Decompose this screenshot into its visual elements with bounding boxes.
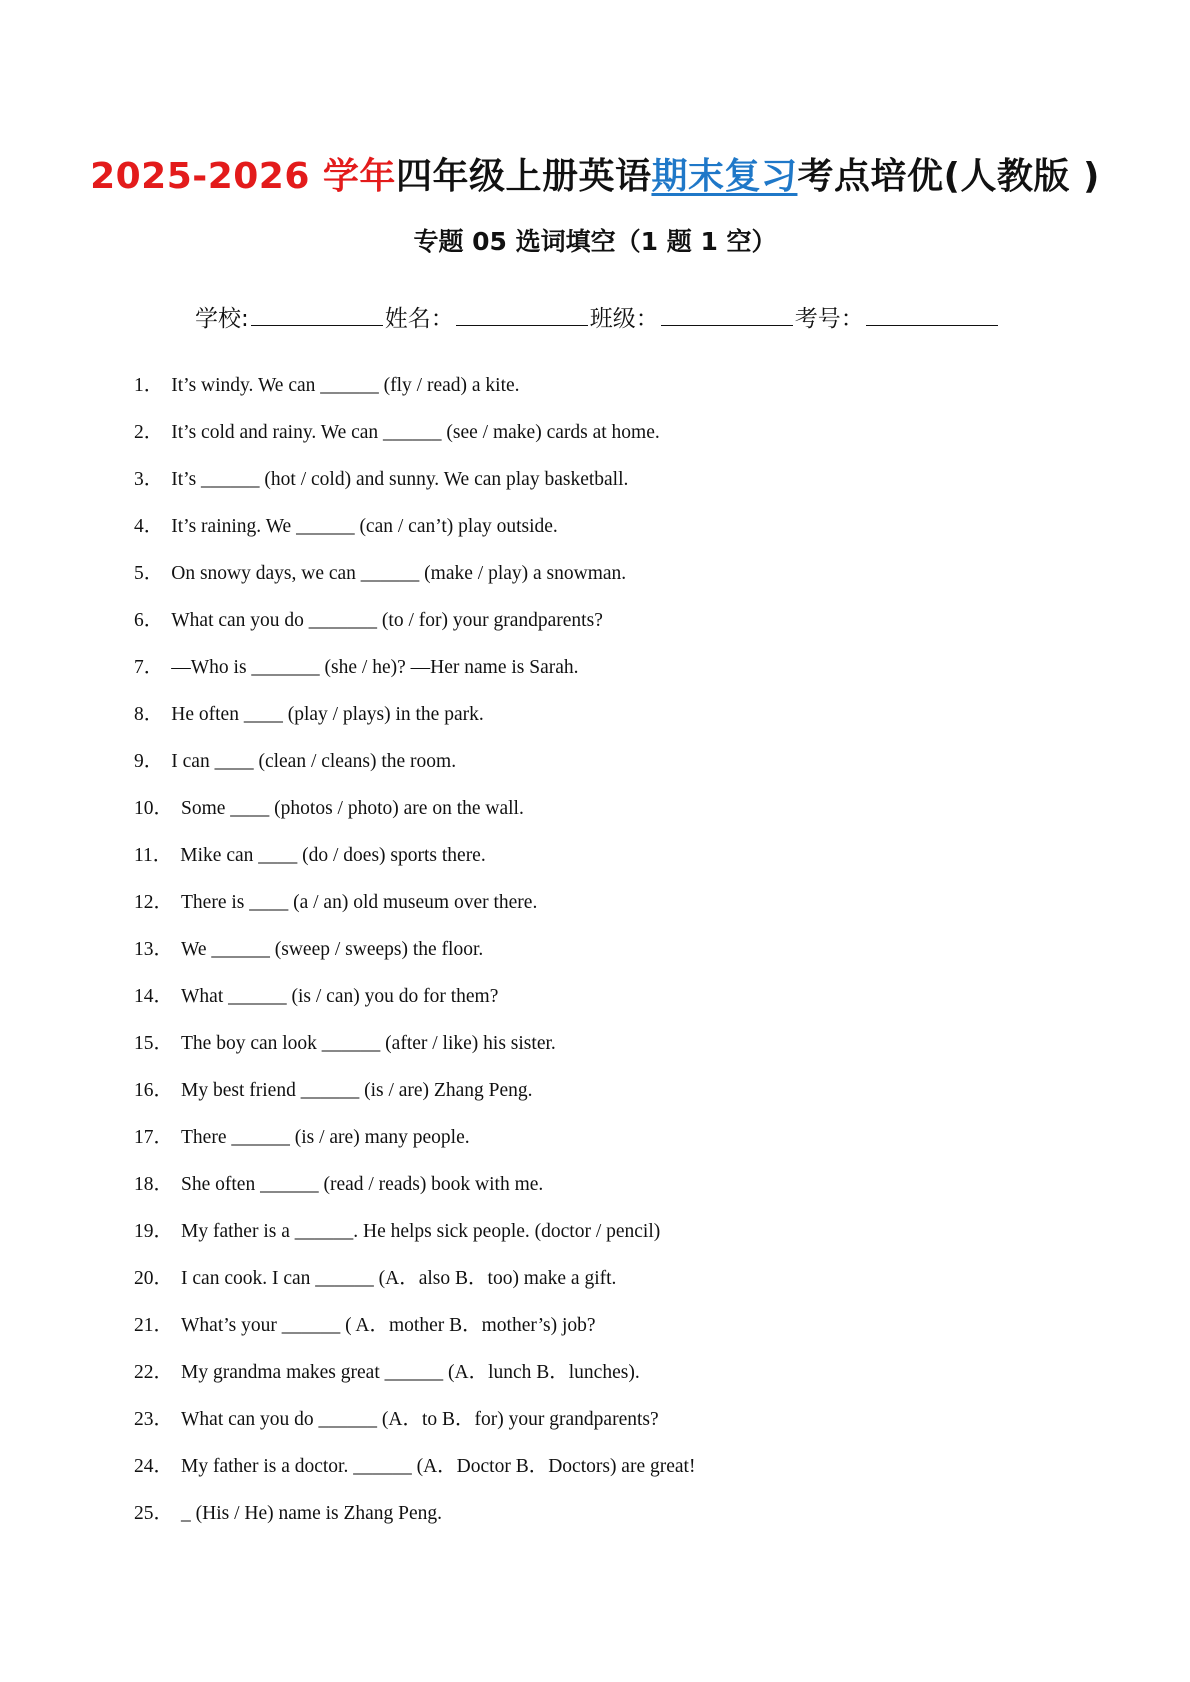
question-text: My best friend ______ (is / are) Zhang Peng. [181, 1080, 533, 1101]
question-number: 1． [134, 375, 164, 396]
question-item [134, 795, 1094, 842]
question-number: 11． [134, 845, 173, 866]
question-text: I can cook. I can ______ (A．also B．too) make a gift. [181, 1268, 617, 1289]
question-item [134, 1171, 1094, 1218]
question-item [134, 748, 1094, 795]
question-number: 8． [134, 704, 164, 725]
question-item [134, 983, 1094, 1030]
question-number: 13． [134, 939, 174, 960]
question-number: 15． [134, 1033, 174, 1054]
question-text: It’s cold and rainy. We can ______ (see / make) cards at home. [171, 422, 660, 443]
class-blank [661, 303, 793, 326]
question-text: What ______ (is / can) you do for them? [181, 986, 499, 1007]
question-text: She often ______ (read / reads) book with me. [181, 1174, 544, 1195]
question-text: It’s ______ (hot / cold) and sunny. We can play basketball. [171, 469, 629, 490]
question-text: Mike can ____ (do / does) sports there. [180, 845, 486, 866]
question-text: He often ____ (play / plays) in the park. [171, 704, 484, 725]
question-item [134, 1030, 1094, 1077]
class-label: 班级： [589, 306, 659, 332]
question-number: 12． [134, 892, 174, 913]
question-text: The boy can look ______ (after / like) his sister. [181, 1033, 556, 1054]
question-text: I can ____ (clean / cleans) the room. [171, 751, 457, 772]
question-item [134, 1218, 1094, 1265]
question-text: What can you do _______ (to / for) your grandparents? [171, 610, 603, 631]
school-blank [251, 303, 383, 326]
title-review: 期末复习 [651, 156, 798, 197]
question-item [134, 607, 1094, 654]
school-label: 学校: [195, 306, 249, 332]
page-subtitle: 专题 05 选词填空（1 题 1 空） [413, 227, 777, 256]
name-blank [456, 303, 588, 326]
question-number: 5． [134, 563, 164, 584]
question-item [134, 889, 1094, 936]
question-number: 21． [134, 1315, 174, 1336]
question-text: There ______ (is / are) many people. [181, 1127, 470, 1148]
question-item [134, 1359, 1094, 1406]
question-text: It’s windy. We can ______ (fly / read) a kite. [171, 375, 520, 396]
question-item [134, 466, 1094, 513]
question-text: My father is a doctor. ______ (A．Doctor B．Doctors) are great! [181, 1456, 696, 1477]
question-number: 3． [134, 469, 164, 490]
question-item [134, 936, 1094, 983]
exam-no-label: 考号： [794, 306, 864, 332]
question-item [134, 1406, 1094, 1453]
question-item [134, 701, 1094, 748]
question-text: Some ____ (photos / photo) are on the wall. [181, 798, 524, 819]
question-number: 16． [134, 1080, 174, 1101]
question-number: 4． [134, 516, 164, 537]
question-text: My father is a ______. He helps sick people. (doctor / pencil) [181, 1221, 661, 1242]
question-number: 2． [134, 422, 164, 443]
question-text: _ (His / He) name is Zhang Peng. [181, 1503, 443, 1524]
question-text: There is ____ (a / an) old museum over there. [181, 892, 538, 913]
title-year: 2025-2026 学年 [90, 156, 396, 197]
question-number: 7． [134, 657, 164, 678]
question-number: 17． [134, 1127, 174, 1148]
question-text: —Who is _______ (she / he)? —Her name is Sarah. [171, 657, 579, 678]
question-item [134, 560, 1094, 607]
question-item [134, 1453, 1094, 1500]
question-item [134, 654, 1094, 701]
question-number: 14． [134, 986, 174, 1007]
question-number: 25． [134, 1503, 174, 1524]
question-item [134, 1500, 1094, 1547]
question-number: 18． [134, 1174, 174, 1195]
question-text: It’s raining. We ______ (can / can’t) play outside. [171, 516, 558, 537]
question-text: What’s your ______ ( A．mother B．mother’s) job? [181, 1315, 596, 1336]
question-number: 24． [134, 1456, 174, 1477]
question-item [134, 372, 1094, 419]
question-text: My grandma makes great ______ (A．lunch B．lunches). [181, 1362, 640, 1383]
question-item [134, 1265, 1094, 1312]
title-edition: 考点培优(人教版 ) [797, 156, 1100, 197]
question-number: 19． [134, 1221, 174, 1242]
name-label: 姓名： [384, 306, 454, 332]
question-text: What can you do ______ (A．to B．for) your grandparents? [181, 1409, 659, 1430]
question-item [134, 1124, 1094, 1171]
title-grade: 四年级上册英语 [395, 156, 652, 197]
question-item [134, 1077, 1094, 1124]
exam-no-blank [866, 303, 998, 326]
question-text: We ______ (sweep / sweeps) the floor. [181, 939, 484, 960]
question-text: On snowy days, we can ______ (make / play) a snowman. [171, 563, 627, 584]
question-number: 6． [134, 610, 164, 631]
question-number: 22． [134, 1362, 174, 1383]
page-title [0, 148, 1190, 199]
question-item [134, 1312, 1094, 1359]
question-item [134, 513, 1094, 560]
question-number: 10． [134, 798, 174, 819]
question-number: 23． [134, 1409, 174, 1430]
question-item [134, 419, 1094, 466]
question-list [134, 372, 1094, 1547]
student-info-line [195, 300, 1000, 333]
question-item [134, 842, 1094, 889]
question-number: 9． [134, 751, 164, 772]
question-number: 20． [134, 1268, 174, 1289]
